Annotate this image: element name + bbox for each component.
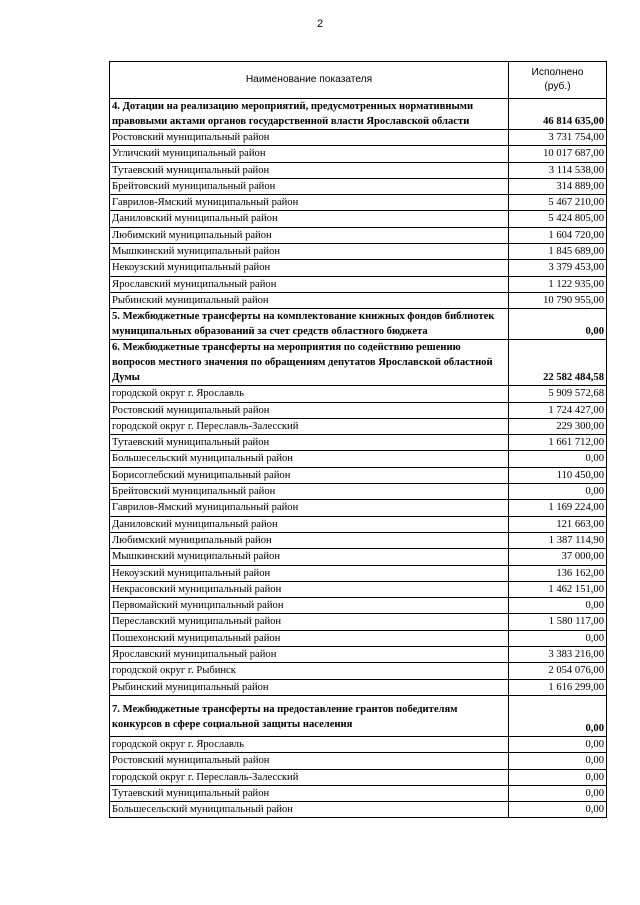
district-value: 1 462 151,00 xyxy=(509,581,607,597)
district-value: 0,00 xyxy=(509,598,607,614)
table-row xyxy=(110,467,607,483)
table-row xyxy=(110,500,607,516)
header-value-line2: (руб.) xyxy=(544,81,571,92)
table-row xyxy=(110,630,607,646)
table-header-row xyxy=(110,62,607,99)
district-value: 37 000,00 xyxy=(509,549,607,565)
table-row xyxy=(110,292,607,308)
table-row xyxy=(110,178,607,194)
table-row xyxy=(110,418,607,434)
district-name: Мышкинский муниципальный район xyxy=(110,549,509,565)
table-row xyxy=(110,484,607,500)
table-row xyxy=(110,581,607,597)
table-row xyxy=(110,614,607,630)
table-row xyxy=(110,276,607,292)
district-name: Некоузский муниципальный район xyxy=(110,260,509,276)
table-row xyxy=(110,162,607,178)
district-value: 0,00 xyxy=(509,736,607,752)
district-name: Брейтовский муниципальный район xyxy=(110,484,509,500)
district-name: Большесельский муниципальный район xyxy=(110,802,509,818)
district-value: 1 661 712,00 xyxy=(509,435,607,451)
table-row xyxy=(110,565,607,581)
section-total: 22 582 484,58 xyxy=(509,340,607,386)
district-name: Тутаевский муниципальный район xyxy=(110,162,509,178)
district-name: Тутаевский муниципальный район xyxy=(110,435,509,451)
district-name: Ростовский муниципальный район xyxy=(110,753,509,769)
district-name: городской округ г. Ярославль xyxy=(110,386,509,402)
district-name: Ростовский муниципальный район xyxy=(110,130,509,146)
district-name: Тутаевский муниципальный район xyxy=(110,785,509,801)
district-value: 0,00 xyxy=(509,630,607,646)
district-name: Любимский муниципальный район xyxy=(110,227,509,243)
district-value: 5 909 572,68 xyxy=(509,386,607,402)
district-value: 3 731 754,00 xyxy=(509,130,607,146)
district-value: 1 845 689,00 xyxy=(509,244,607,260)
district-value: 314 889,00 xyxy=(509,178,607,194)
table-row xyxy=(110,402,607,418)
table-row xyxy=(110,386,607,402)
section-title: 5. Межбюджетные трансферты на комплектование книжных фондов библиотек муниципальных образований за счет средств областного бюджета xyxy=(110,309,509,340)
district-value: 3 379 453,00 xyxy=(509,260,607,276)
page-number: 2 xyxy=(316,18,324,30)
table-row xyxy=(110,260,607,276)
budget-table xyxy=(109,61,607,818)
district-name: Ярославский муниципальный район xyxy=(110,647,509,663)
district-value: 10 790 955,00 xyxy=(509,292,607,308)
district-name: Некоузский муниципальный район xyxy=(110,565,509,581)
district-value: 0,00 xyxy=(509,753,607,769)
section-title: 4. Дотации на реализацию мероприятий, предусмотренных нормативными правовыми актами органов государственной власти Ярославской области xyxy=(110,99,509,130)
district-value: 3 383 216,00 xyxy=(509,647,607,663)
header-value-line1: Исполнено xyxy=(531,67,584,78)
district-name: Брейтовский муниципальный район xyxy=(110,178,509,194)
district-value: 0,00 xyxy=(509,785,607,801)
district-name: Переславский муниципальный район xyxy=(110,614,509,630)
district-name: Рыбинский муниципальный район xyxy=(110,292,509,308)
table-row xyxy=(110,785,607,801)
district-value: 0,00 xyxy=(509,484,607,500)
section-header-row xyxy=(110,340,607,386)
table-row xyxy=(110,244,607,260)
district-value: 1 387 114,90 xyxy=(509,532,607,548)
district-value: 1 169 224,00 xyxy=(509,500,607,516)
district-name: Некрасовский муниципальный район xyxy=(110,581,509,597)
district-value: 1 616 299,00 xyxy=(509,679,607,695)
table-row xyxy=(110,663,607,679)
table-row xyxy=(110,769,607,785)
header-value-column xyxy=(509,62,607,99)
district-value: 3 114 538,00 xyxy=(509,162,607,178)
district-name: Первомайский муниципальный район xyxy=(110,598,509,614)
table-row xyxy=(110,211,607,227)
district-name: Пошехонский муниципальный район xyxy=(110,630,509,646)
district-name: городской округ г. Переславль-Залесский xyxy=(110,769,509,785)
district-name: Рыбинский муниципальный район xyxy=(110,679,509,695)
district-value: 1 122 935,00 xyxy=(509,276,607,292)
section-title: 6. Межбюджетные трансферты на мероприятия по содействию решению вопросов местного значения по обращениям депутатов Ярославской областной Думы xyxy=(110,340,509,386)
district-name: Любимский муниципальный район xyxy=(110,532,509,548)
district-value: 5 467 210,00 xyxy=(509,195,607,211)
section-title: 7. Межбюджетные трансферты на предоставление грантов победителям конкурсов в сфере социальной защиты населения xyxy=(110,695,509,736)
table-row xyxy=(110,736,607,752)
table-row xyxy=(110,195,607,211)
district-name: Ростовский муниципальный район xyxy=(110,402,509,418)
district-name: Борисоглебский муниципальный район xyxy=(110,467,509,483)
district-name: Гаврилов-Ямский муниципальный район xyxy=(110,500,509,516)
section-header-row xyxy=(110,695,607,736)
district-value: 1 580 117,00 xyxy=(509,614,607,630)
table-row xyxy=(110,451,607,467)
district-value: 229 300,00 xyxy=(509,418,607,434)
section-total: 0,00 xyxy=(509,309,607,340)
table-row xyxy=(110,647,607,663)
district-value: 0,00 xyxy=(509,802,607,818)
district-value: 136 162,00 xyxy=(509,565,607,581)
section-total: 0,00 xyxy=(509,695,607,736)
district-value: 5 424 805,00 xyxy=(509,211,607,227)
district-name: городской округ г. Ярославль xyxy=(110,736,509,752)
table-row xyxy=(110,802,607,818)
district-value: 121 663,00 xyxy=(509,516,607,532)
table-row xyxy=(110,549,607,565)
table-row xyxy=(110,130,607,146)
table-row xyxy=(110,679,607,695)
district-name: Даниловский муниципальный район xyxy=(110,516,509,532)
section-header-row xyxy=(110,309,607,340)
table-row xyxy=(110,753,607,769)
district-name: городской округ г. Переславль-Залесский xyxy=(110,418,509,434)
district-name: Мышкинский муниципальный район xyxy=(110,244,509,260)
district-name: Угличский муниципальный район xyxy=(110,146,509,162)
district-value: 10 017 687,00 xyxy=(509,146,607,162)
table-row xyxy=(110,435,607,451)
table-row xyxy=(110,146,607,162)
table-body xyxy=(110,99,607,818)
district-value: 1 604 720,00 xyxy=(509,227,607,243)
header-name-column: Наименование показателя xyxy=(110,62,509,99)
table-row xyxy=(110,532,607,548)
table-row xyxy=(110,598,607,614)
district-name: Гаврилов-Ямский муниципальный район xyxy=(110,195,509,211)
district-value: 0,00 xyxy=(509,451,607,467)
section-header-row xyxy=(110,99,607,130)
district-name: городской округ г. Рыбинск xyxy=(110,663,509,679)
district-value: 0,00 xyxy=(509,769,607,785)
district-value: 2 054 076,00 xyxy=(509,663,607,679)
district-name: Большесельский муниципальный район xyxy=(110,451,509,467)
district-value: 1 724 427,00 xyxy=(509,402,607,418)
section-total: 46 814 635,00 xyxy=(509,99,607,130)
district-value: 110 450,00 xyxy=(509,467,607,483)
district-name: Ярославский муниципальный район xyxy=(110,276,509,292)
table-row xyxy=(110,516,607,532)
table-row xyxy=(110,227,607,243)
district-name: Даниловский муниципальный район xyxy=(110,211,509,227)
